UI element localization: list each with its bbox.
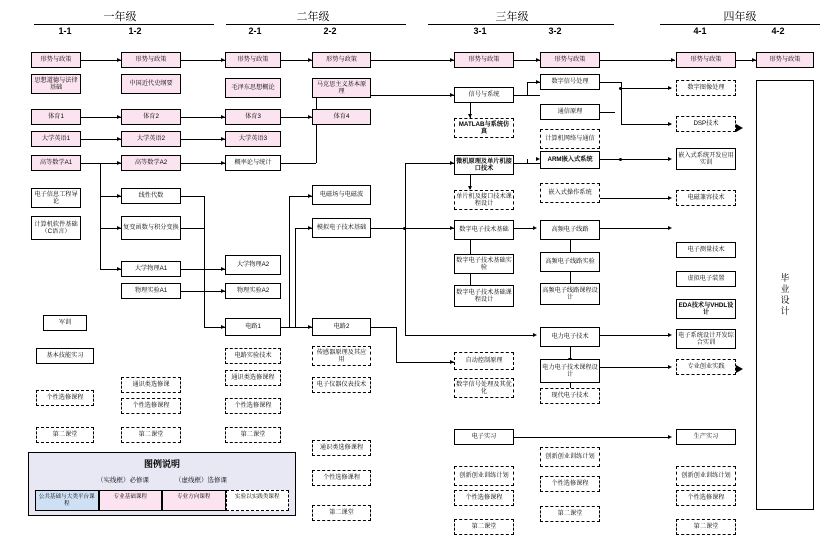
arrow-policy-6 [671,58,675,62]
link-sig-dsp [514,95,540,96]
course-3-2-3[interactable]: 计算机网络与通信 [540,129,600,149]
course-2-1-4[interactable]: 概率论与统计 [225,155,281,171]
course-1-1-4[interactable]: 高等数学A1 [31,155,81,171]
course-2-1-9[interactable]: 通识类选修课程 [225,370,281,386]
link-circuit-feed [204,196,205,327]
course-1-2-11[interactable]: 第二课堂 [121,427,181,443]
course-1-1-1[interactable]: 思想道德与法律基础 [31,74,81,94]
course-3-2-9[interactable]: 电力电子技术 [540,327,600,347]
course-3-1-4[interactable]: 单片机及接口技术课程设计 [454,190,514,210]
course-1-2-4[interactable]: 高等数学A2 [121,155,181,171]
link-meas [600,198,670,199]
course-3-2-11[interactable]: 现代电子技术 [540,388,600,404]
course-2-2-10[interactable]: 第二课堂 [312,505,371,521]
course-4-1-11[interactable]: 创新创业训练计划 [676,466,736,486]
semester-label-2-2: 2-2 [323,26,337,36]
legend-category-general: 公共基础与大类平台课程 [35,490,99,511]
link-arm-out [600,159,634,160]
link-sig-v [527,82,528,95]
course-3-1-8[interactable]: 自动控制原理 [454,352,514,370]
semester-label-3-2: 3-2 [548,26,562,36]
junction-dot-1 [403,227,406,230]
course-3-1-9[interactable]: 数字信号处理及其优化 [454,378,514,398]
course-1-1-8[interactable]: 基本技能实习 [36,348,94,364]
link-prob-v [316,95,317,163]
arrow-dsp-tech [668,122,672,126]
course-2-2-6[interactable]: 传感器原理及其应用 [312,346,371,366]
link-eng-2 [181,139,225,140]
course-4-1-3[interactable]: 嵌入式系统开发应用实训 [676,148,736,170]
course-2-1-2[interactable]: 体育3 [225,109,281,125]
course-3-1-11[interactable]: 创新创业训练计划 [454,466,514,486]
link-hf-out [600,228,670,229]
course-2-1-0[interactable]: 形势与政策 [225,52,281,68]
course-1-2-5[interactable]: 线性代数 [121,188,181,204]
course-3-1-10[interactable]: 电子实习 [454,429,514,445]
arrow-dsp-img [668,86,672,90]
course-1-2-6[interactable]: 复变函数与积分变换 [121,216,181,240]
link-prob-out [281,163,316,164]
course-2-2-5[interactable]: 电路2 [312,318,371,336]
course-1-1-3[interactable]: 大学英语1 [31,131,81,147]
course-1-2-9[interactable]: 通识类选修课 [121,377,181,393]
arrow-pw-eda [668,333,672,337]
course-2-2-1[interactable]: 马克思主义基本原理 [312,78,371,98]
course-4-1-10[interactable]: 生产实习 [676,429,736,445]
legend-solid-label: （实线框）必修课 [97,477,149,484]
course-2-1-10[interactable]: 个性选修课程 [225,398,281,414]
course-1-2-3[interactable]: 大学英语2 [121,131,181,147]
course-4-1-8[interactable]: 电子系统设计开发综合实训 [676,329,736,349]
junction-dot-4 [619,158,622,161]
semester-label-1-1: 1-1 [58,26,72,36]
course-2-2-7[interactable]: 电子仪器仪表技术 [312,377,371,393]
link-arm-out2 [634,159,670,160]
course-3-1-0[interactable]: 形势与政策 [454,52,514,68]
link-c2-v [396,327,397,362]
course-4-1-1[interactable]: 数字图像处理 [676,80,736,96]
semester-label-4-2: 4-2 [771,26,785,36]
course-1-1-7[interactable]: 军训 [43,315,87,331]
link-phys-a [181,269,225,270]
link-physlab [181,291,225,292]
course-1-1-10[interactable]: 第二课堂 [36,427,94,443]
link-policy-4 [371,60,454,61]
arrow-pw-sys [668,365,672,369]
course-3-1-1[interactable]: 信号与系统 [454,87,514,103]
arrow-meas [668,196,672,200]
course-4-1-13[interactable]: 第二课堂 [676,519,736,535]
course-2-2-2[interactable]: 体育4 [312,109,371,125]
course-1-1-2[interactable]: 体育1 [31,109,81,125]
course-2-1-1[interactable]: 毛泽东思想概论 [225,78,281,98]
link-c1-ana-v [295,228,296,327]
link-eng-1 [81,139,121,140]
course-2-1-5[interactable]: 大学物理A2 [225,255,281,275]
course-3-2-2[interactable]: 通信原理 [540,104,600,120]
link-ana-pw [405,335,533,336]
legend-category-major: 专业方向课程 [162,490,226,511]
arrow-hf-out [668,226,672,230]
legend-row-line-styles [29,475,295,484]
course-3-2-7[interactable]: 高频电子线路实验 [540,252,600,272]
link-circuit-feed-h2 [181,228,205,229]
arrow-ana-hf [533,226,537,230]
course-4-1-6[interactable]: 虚拟电子装置 [676,271,736,287]
course-3-2-10[interactable]: 电力电子技术课程设计 [540,359,600,383]
course-2-1-6[interactable]: 物理实验A2 [225,283,281,299]
course-3-1-2[interactable]: MATLAB与系统仿真 [454,118,514,138]
course-3-2-1[interactable]: 数字信号处理 [540,74,600,90]
course-1-1-9[interactable]: 个性选修课程 [36,390,94,406]
year-rule-1 [34,24,214,25]
course-3-2-6[interactable]: 高频电子线路 [540,220,600,240]
link-ana-v [405,182,406,335]
course-3-1-3[interactable]: 微机原理及单片机接口技术 [454,155,514,175]
course-2-1-8[interactable]: 电路实验技术 [225,348,281,364]
link-pw-eda [600,335,670,336]
course-4-2-1[interactable]: 毕业设计 [756,80,814,510]
course-3-2-5[interactable]: 嵌入式操作系统 [540,183,600,203]
legend-category-foundation: 专业基础课程 [99,490,163,511]
link-mcu-v [527,159,528,163]
link-policy-2 [181,60,225,61]
link-c2-auto [396,362,454,363]
link-policy-6 [600,60,675,61]
course-3-2-4[interactable]: ARM嵌入式系统 [540,151,600,169]
link-c2-out [371,327,396,328]
legend-title: 图例说明 [143,459,180,469]
link-dsp-v2 [621,88,622,124]
course-2-1-3[interactable]: 大学英语3 [225,131,281,147]
link-dsp-tech [621,124,671,125]
course-3-1-7[interactable]: 数字电子技术基础课程设计 [454,285,514,307]
course-3-1-6[interactable]: 数字电子技术基础实验 [454,254,514,274]
link-pe-1 [81,117,121,118]
course-4-1-4[interactable]: 电磁兼容技术 [676,190,736,206]
semester-label-3-1: 3-1 [473,26,487,36]
course-3-2-8[interactable]: 高频电子线路课程设计 [540,283,600,305]
link-policy-1 [81,60,121,61]
course-2-2-0[interactable]: 形势与政策 [312,52,371,68]
link-dsp-img [600,82,621,83]
course-1-1-0[interactable]: 形势与政策 [31,52,81,68]
course-1-2-1[interactable]: 中国近代史纲要 [121,74,181,94]
course-4-2-0[interactable]: 形势与政策 [756,52,814,68]
course-2-2-4[interactable]: 模拟电子技术基础 [312,218,371,238]
link-circuit-feed-h1 [181,196,205,197]
link-pe-2 [181,117,225,118]
course-3-2-13[interactable]: 个性选修课程 [540,476,600,492]
legend-row-categories [29,490,295,511]
course-4-1-5[interactable]: 电子测量技术 [676,242,736,258]
year-label-3: 三年级 [495,11,529,23]
course-3-1-13[interactable]: 第二课堂 [454,519,514,535]
course-1-2-8[interactable]: 物理实验A1 [121,283,181,299]
course-4-1-12[interactable]: 个性选修课程 [676,490,736,506]
semester-label-2-1: 2-1 [248,26,262,36]
course-2-2-9[interactable]: 个性选修课程 [312,470,371,486]
link-dsp-img-h [621,88,671,89]
arrow-practice [668,435,672,439]
legend-panel [28,452,296,516]
link-ana-out [371,228,405,229]
semester-label-4-1: 4-1 [693,26,707,36]
course-1-2-7[interactable]: 大学物理A1 [121,261,181,277]
link-mcu-arm [514,163,540,164]
course-4-1-2[interactable]: DSP技术 [676,116,736,132]
link-pw-sys [600,367,670,368]
year-label-4: 四年级 [723,11,757,23]
arrow-ana-pw [533,333,537,337]
legend-category-practice: 实验以实践类课程 [226,490,290,511]
year-rule-3 [428,24,614,25]
course-3-2-12[interactable]: 创新创业训练计划 [540,447,600,467]
year-rule-2 [226,24,406,25]
course-3-2-14[interactable]: 第二课堂 [540,506,600,522]
link-prob [181,163,225,164]
junction-dot-3 [619,87,622,90]
course-1-1-5[interactable]: 电子信息工程导论 [31,188,81,208]
course-2-1-11[interactable]: 第二课堂 [225,427,281,443]
course-3-1-12[interactable]: 个性选修课程 [454,490,514,506]
course-1-2-10[interactable]: 个性选修课程 [121,398,181,414]
link-math-drop [100,163,101,269]
legend-dashed-label: （虚线框）选修课 [175,477,227,484]
course-4-1-7[interactable]: EDA技术与VHDL设计 [676,299,736,319]
course-2-2-3[interactable]: 电磁场与电磁波 [312,185,371,205]
semester-label-1-2: 1-2 [128,26,142,36]
course-1-1-6[interactable]: 计算机软件基础（C语言） [31,216,81,240]
course-1-2-2[interactable]: 体育2 [121,109,181,125]
link-ana-v2 [405,163,406,183]
course-2-1-7[interactable]: 电路1 [225,318,281,336]
link-ana-mcu [405,163,454,164]
year-label-2: 二年级 [296,11,330,23]
course-3-1-5[interactable]: 数字电子技术基础 [454,220,514,240]
course-2-2-8[interactable]: 通识类选修课程 [312,440,371,456]
course-4-1-0[interactable]: 形势与政策 [676,52,736,68]
course-1-2-0[interactable]: 形势与政策 [121,52,181,68]
link-c1-em-v [289,196,290,327]
course-4-1-9[interactable]: 专业创业实践 [676,359,736,375]
year-label-1: 一年级 [103,11,137,23]
link-math-1 [81,163,121,164]
year-rule-4 [660,24,820,25]
link-comm-net [600,112,615,113]
link-practice [514,437,670,438]
course-3-2-0[interactable]: 形势与政策 [540,52,600,68]
